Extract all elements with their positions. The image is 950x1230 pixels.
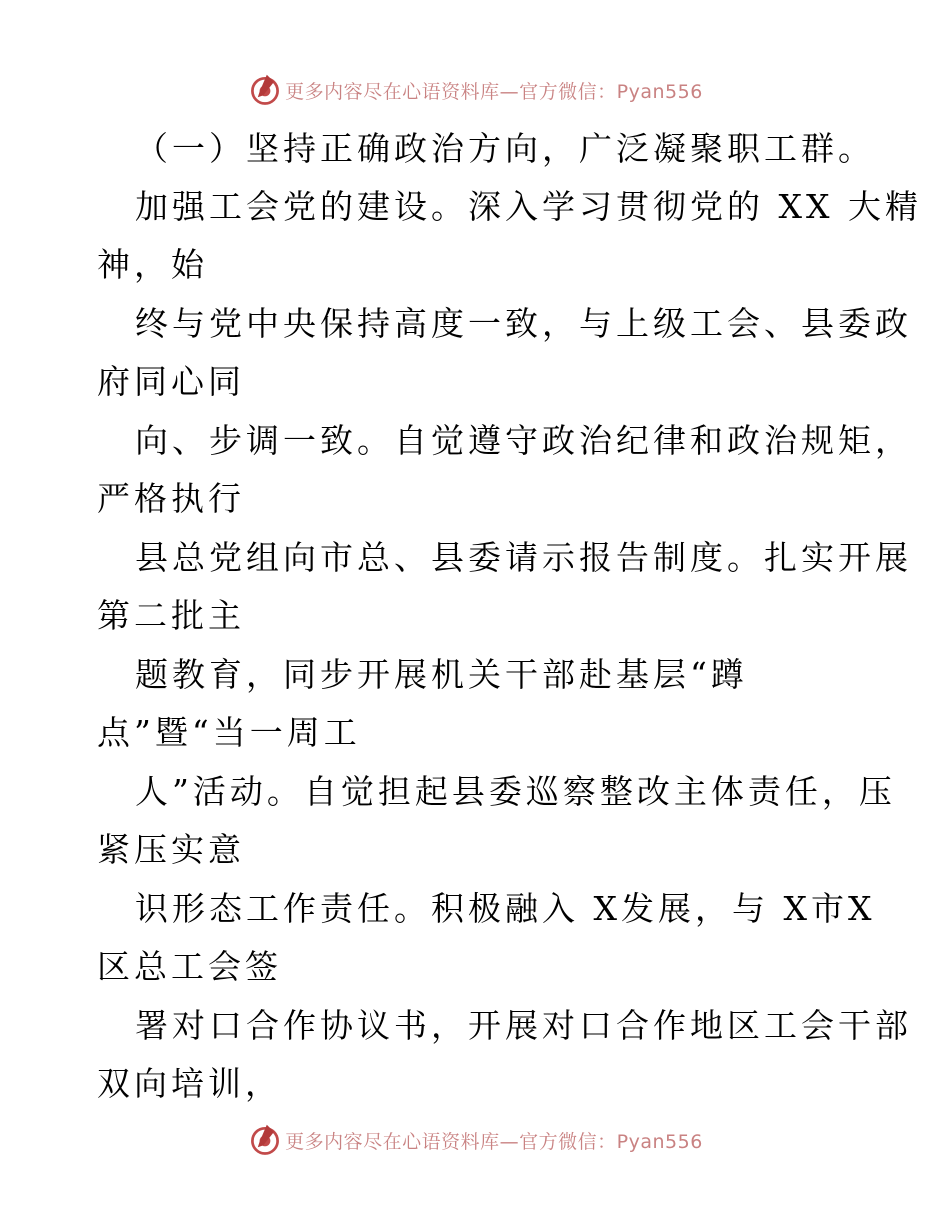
text-line: 府同心同: [97, 362, 245, 401]
text-line: （一）坚持正确政治方向，广泛凝聚职工群。: [135, 129, 875, 168]
watermark-text: 更多内容尽在心语资料库—官方微信：Pyan556: [285, 1130, 703, 1153]
text-line: 紧压实意: [97, 830, 245, 869]
text-line: 署对口合作协议书，开展对口合作地区工会干部: [135, 1006, 912, 1045]
text-line: 神，始: [97, 245, 208, 284]
text-line: 题教育，同步开展机关干部赴基层“蹲: [135, 655, 748, 694]
text-line: 识形态工作责任。积极融入 X发展，与 X市X: [135, 889, 876, 928]
pen-logo-icon: [247, 72, 283, 108]
watermark-footer: [0, 1122, 950, 1158]
text-line: 向、步调一致。自觉遵守政治纪律和政治规矩，: [135, 421, 912, 460]
pen-logo-icon: [247, 1122, 283, 1158]
text-line: 双向培训，: [97, 1064, 282, 1103]
watermark-text: 更多内容尽在心语资料库—官方微信：Pyan556: [285, 80, 703, 103]
text-line: 严格执行: [97, 479, 245, 518]
text-line: 区总工会签: [97, 947, 282, 986]
text-line: 加强工会党的建设。深入学习贯彻党的 XX 大精: [135, 187, 922, 226]
text-line: 第二批主: [97, 596, 245, 635]
text-line: 终与党中央保持高度一致，与上级工会、县委政: [135, 304, 912, 343]
watermark-header: [0, 72, 950, 108]
text-line: 县总党组向市总、县委请示报告制度。扎实开展: [135, 538, 912, 577]
text-line: 点”暨“当一周工: [97, 713, 361, 752]
text-line: 人”活动。自觉担起县委巡察整改主体责任，压: [135, 772, 896, 811]
